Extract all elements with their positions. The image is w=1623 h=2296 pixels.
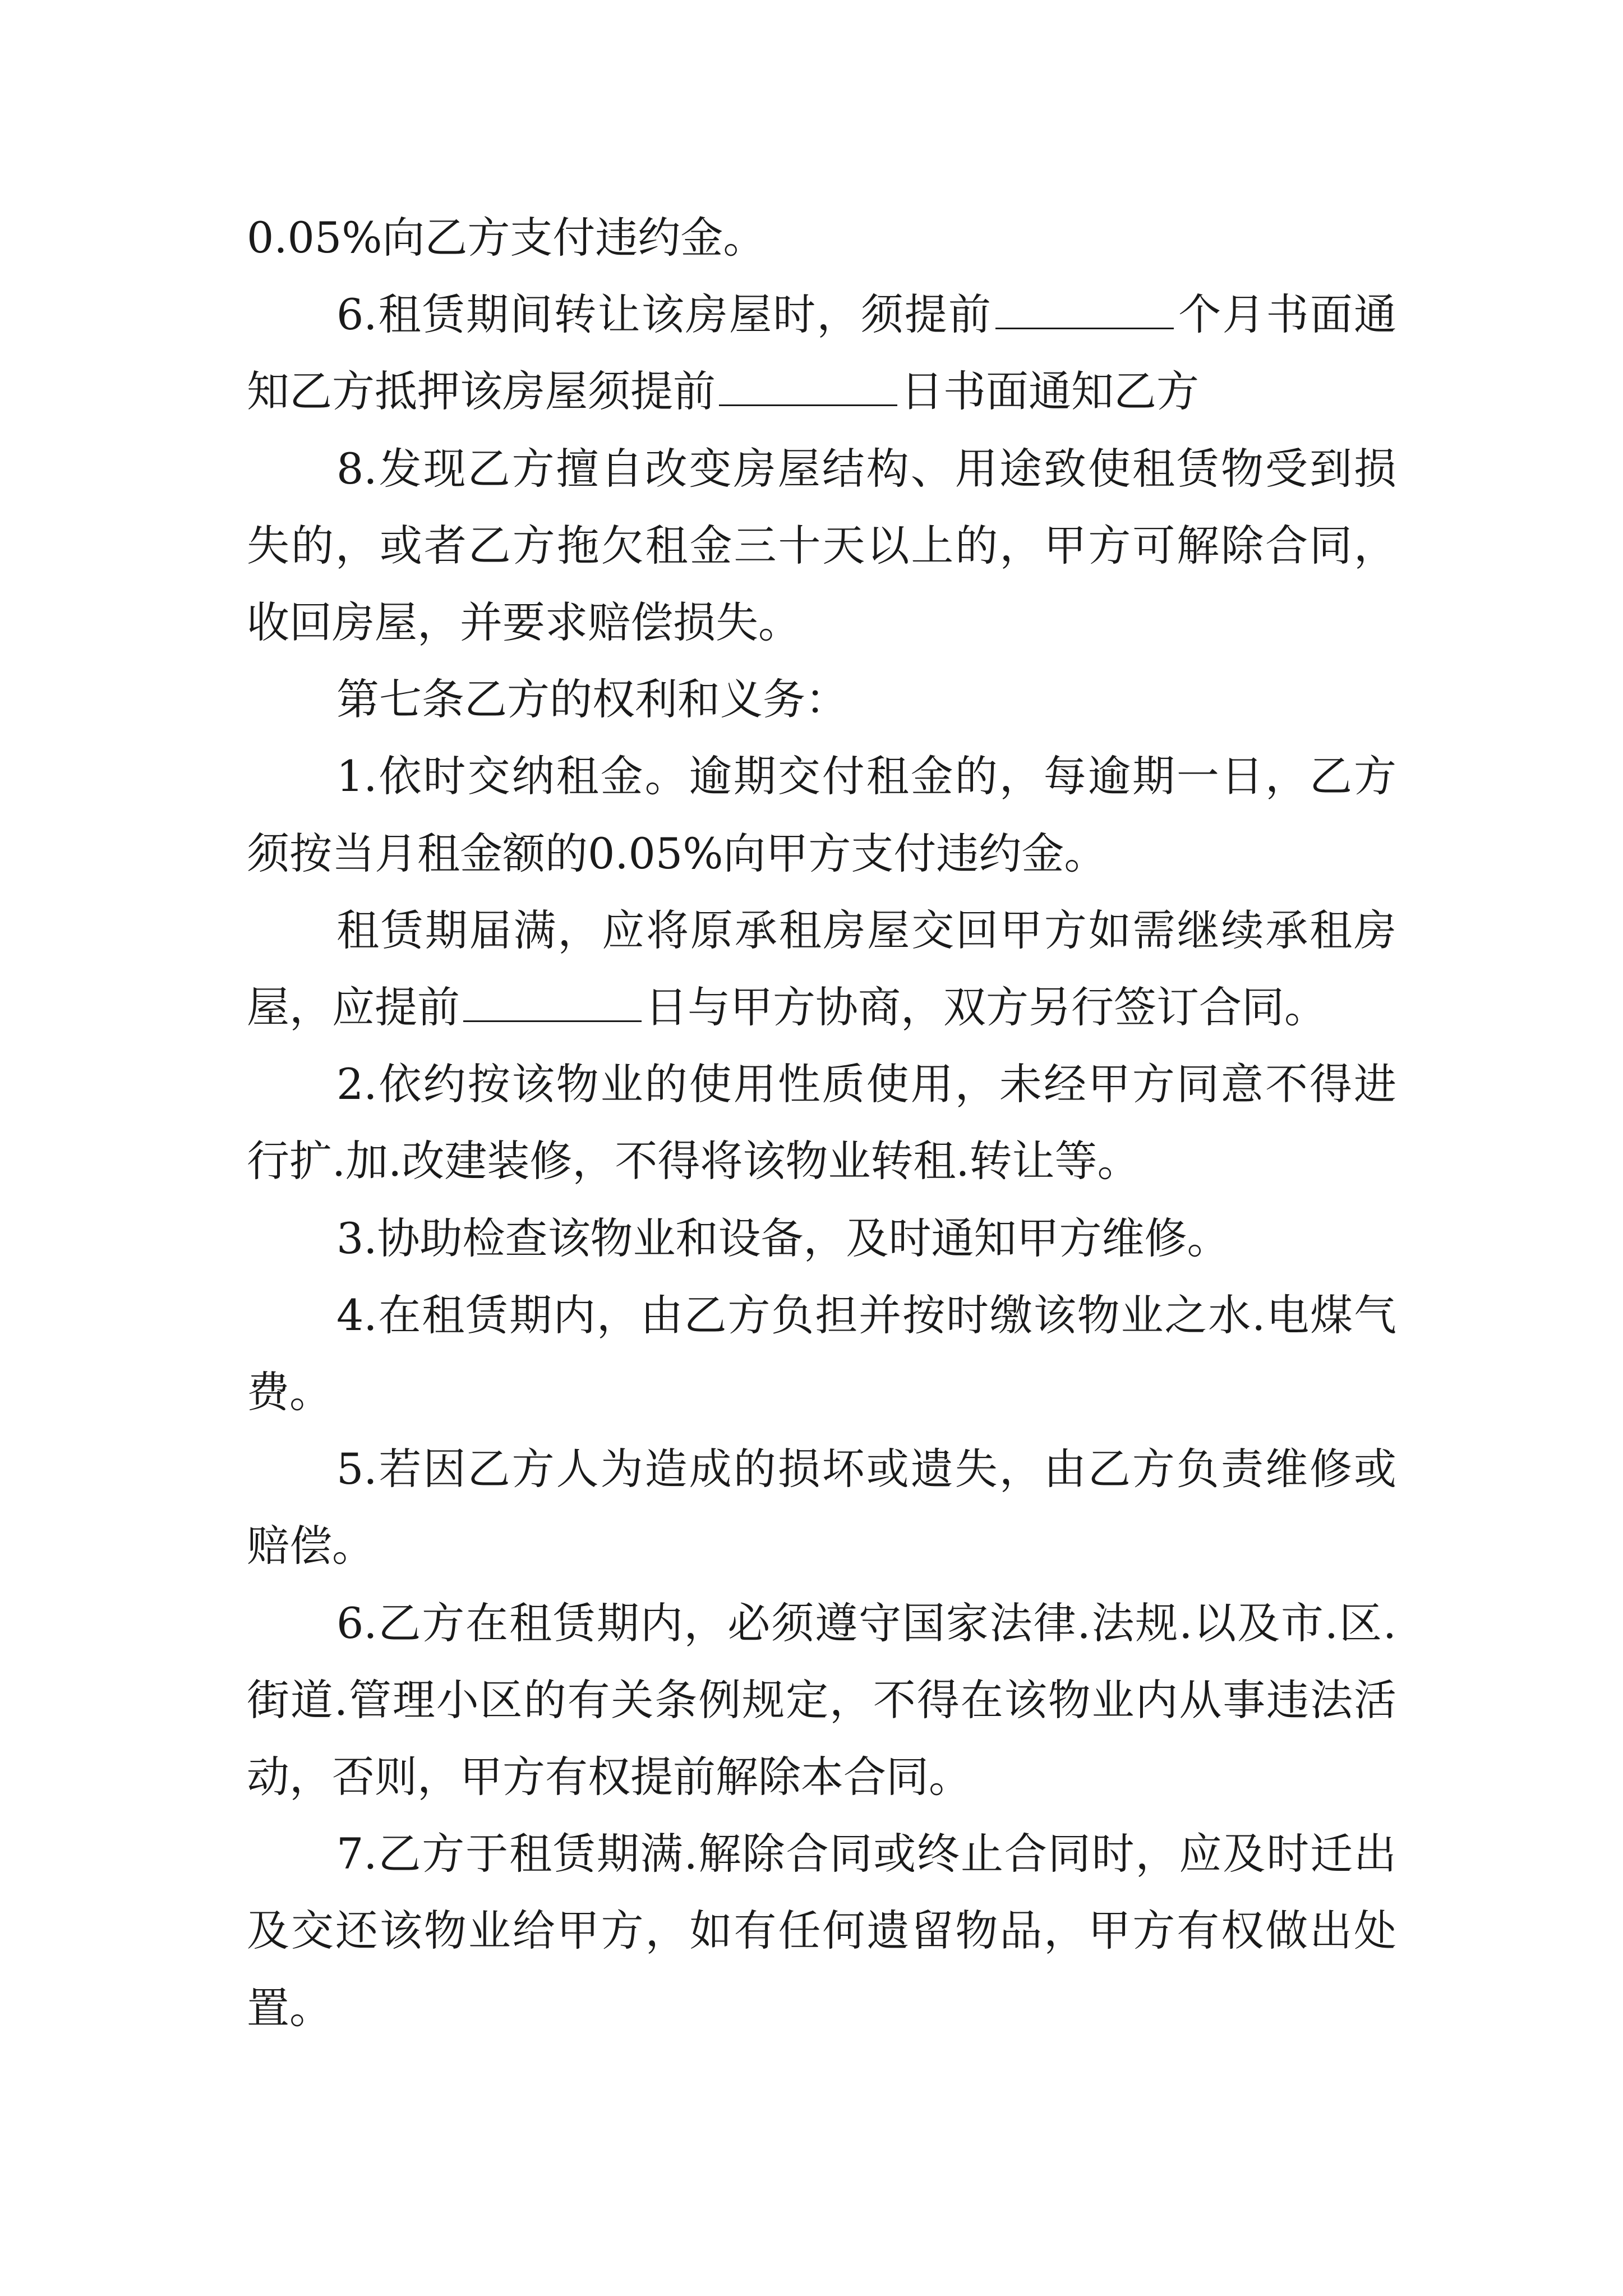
paragraph-terminate-contract: 8.发现乙方擅自改变房屋结构、用途致使租赁物受到损失的，或者乙方拖欠租金三十天以上的，甲方可解除合同，收回房屋，并要求赔偿损失。	[247, 443, 1396, 648]
paragraph-penalty-continuation: 0.05%向乙方支付违约金。	[247, 213, 766, 263]
transfer-notice-text-3: 日书面通知乙方	[901, 366, 1199, 417]
lease-expiry-text-2: 日与甲方协商，双方另行签订合同。	[645, 982, 1327, 1033]
paragraph-compliance: 6.乙方在租赁期内，必须遵守国家法律.法规.以及市.区.街道.管理小区的有关条例规定，不得在该物业内从事违法活动，否则，甲方有权提前解除本合同。	[247, 1598, 1396, 1802]
document-body	[247, 199, 1396, 2046]
paragraph-usage: 2.依约按该物业的使用性质使用，未经甲方同意不得进行扩.加.改建装修，不得将该物业转租.转让等。	[247, 1059, 1396, 1186]
blank-field-days	[719, 366, 897, 406]
paragraph-move-out: 7.乙方于租赁期满.解除合同或终止合同时，应及时迁出及交还该物业给甲方，如有任何遗留物品，甲方有权做出处置。	[247, 1829, 1396, 2033]
blank-field-months	[995, 289, 1174, 329]
blank-field-renewal-days	[463, 982, 642, 1022]
paragraph-inspection: 3.协助检查该物业和设备，及时通知甲方维修。	[336, 1213, 1230, 1263]
lease-expiry-text-1: 租赁期届满，应将原承租房屋交回甲方如需继续承租房屋，应提前	[247, 905, 1396, 1033]
transfer-notice-text-2: 个月书面通知乙方抵押该房屋须提前	[247, 289, 1396, 417]
paragraph-utilities: 4.在租赁期内，由乙方负担并按时缴该物业之水.电煤气费。	[247, 1290, 1396, 1418]
transfer-notice-text-1: 6.租赁期间转让该房屋时，须提前	[336, 289, 993, 340]
paragraph-pay-rent: 1.依时交纳租金。逾期交付租金的，每逾期一日，乙方须按当月租金额的0.05%向甲方支付违约金。	[247, 751, 1396, 878]
paragraph-lease-expiry	[247, 892, 1396, 1046]
paragraph-transfer-notice	[247, 276, 1396, 430]
paragraph-damage: 5.若因乙方人为造成的损坏或遗失，由乙方负责维修或赔偿。	[247, 1444, 1396, 1571]
section-heading-article-7: 第七条乙方的权利和义务：	[336, 674, 848, 725]
